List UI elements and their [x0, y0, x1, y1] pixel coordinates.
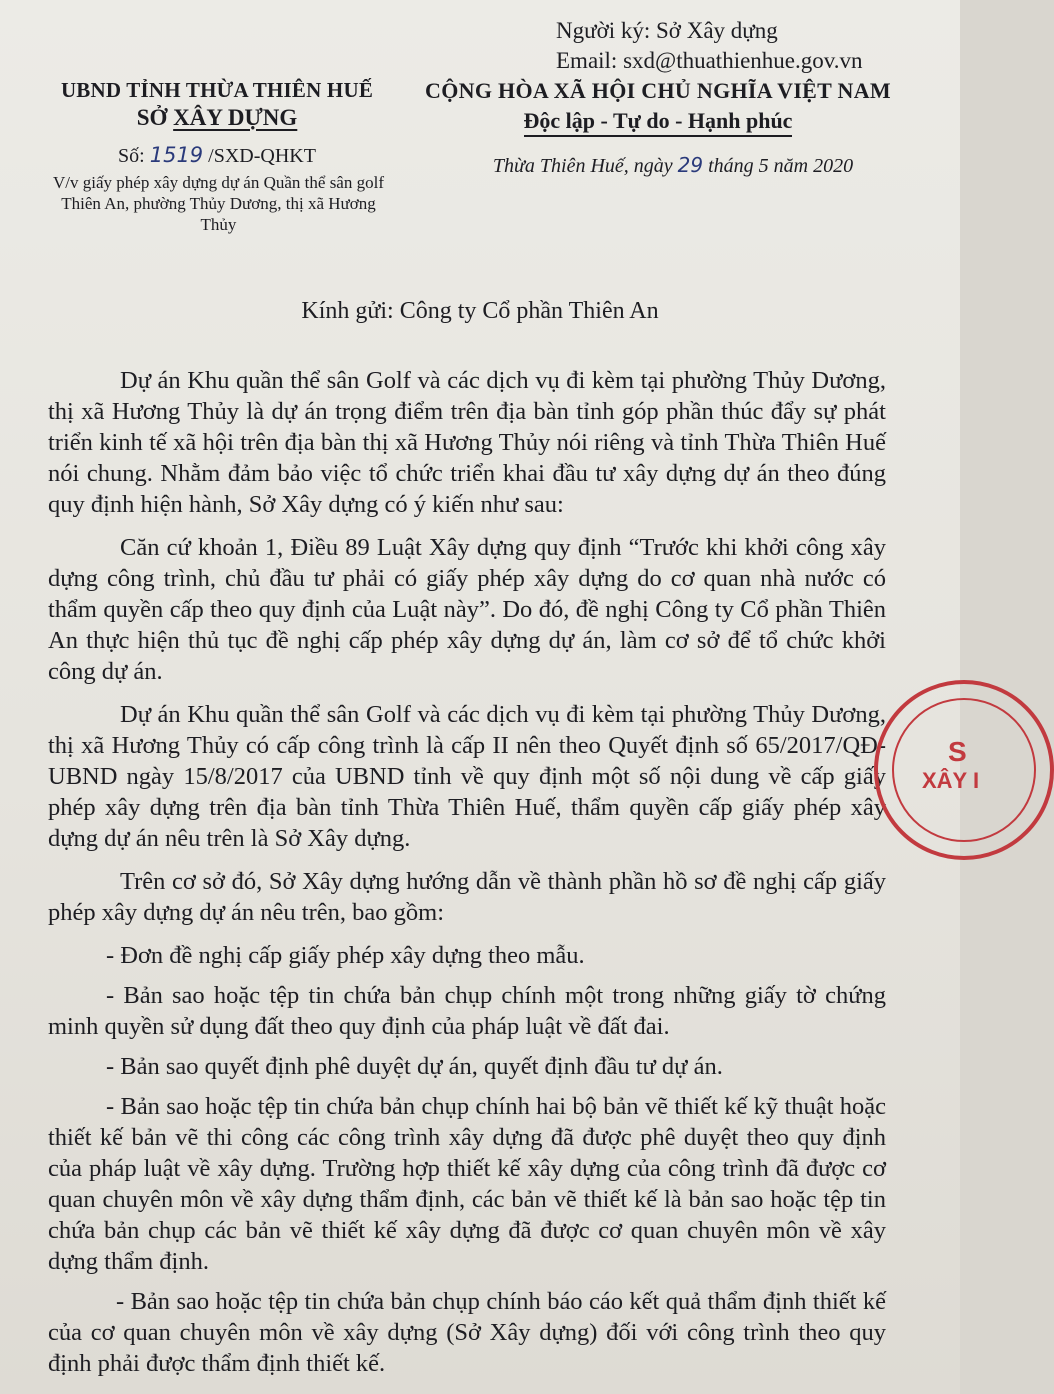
document-number — [32, 143, 402, 168]
paragraph-legal-basis: Căn cứ khoản 1, Điều 89 Luật Xây dựng quy định “Trước khi khởi công xây dựng công trình, chủ đầu tư phải có giấy phép xây dựng do cơ quan nhà nước có thẩm quyền cấp theo quy định của Luật này”. Do đó, đề nghị Công ty Cổ phần Thiên An thực hiện thủ tục đề nghị cấp phép xây dựng dự án, làm cơ sở để tổ chức khởi công dự án. — [48, 534, 886, 685]
department-name — [32, 105, 402, 131]
signer-email: Email: sxd@thuathienhue.gov.vn — [556, 48, 863, 73]
seal-text-top: S — [948, 736, 967, 767]
list-item: - Đơn đề nghị cấp giấy phép xây dựng theo mẫu. — [106, 942, 585, 969]
national-title: CỘNG HÒA XÃ HỘI CHỦ NGHĨA VIỆT NAM — [425, 78, 891, 103]
document-subject: V/v giấy phép xây dựng dự án Quần thể sân golf Thiên An, phường Thủy Dương, thị xã Hương Thủy — [53, 173, 384, 234]
list-item: - Bản sao hoặc tệp tin chứa bản chụp chính một trong những giấy tờ chứng minh quyền sử dụng đất theo quy định của pháp luật về đất đai. — [48, 982, 886, 1040]
issuing-agency-header — [32, 78, 402, 235]
seal-text-bottom: XÂY I — [922, 768, 980, 793]
department-underlined: XÂY DỰNG — [173, 105, 298, 130]
handwritten-day: 29 — [677, 153, 704, 177]
recipient-greeting: Kính gửi: Công ty Cổ phần Thiên An — [301, 298, 659, 324]
national-motto: Độc lập - Tự do - Hạnh phúc — [524, 108, 793, 137]
department-prefix: SỞ — [136, 105, 174, 130]
issue-date — [438, 153, 908, 178]
official-seal-stamp — [874, 680, 1054, 860]
paragraph-guidance: Trên cơ sở đó, Sở Xây dựng hướng dẫn về thành phần hồ sơ đề nghị cấp giấy phép xây dựng dự án nêu trên, bao gồm: — [48, 868, 886, 926]
date-suffix: tháng 5 năm 2020 — [703, 155, 854, 177]
list-item: - Bản sao hoặc tệp tin chứa bản chụp chính báo cáo kết quả thẩm định thiết kế của cơ quan chuyên môn về xây dựng (Sở Xây dựng) đối với công trình theo quy định phải được thẩm định thiết kế. — [48, 1288, 886, 1377]
list-item: - Bản sao quyết định phê duyệt dự án, quyết định đầu tư dự án. — [106, 1053, 723, 1080]
number-prefix: Số: — [118, 145, 150, 167]
signer-name: Người ký: Sở Xây dựng — [556, 18, 778, 43]
paragraph-authority: Dự án Khu quần thể sân Golf và các dịch vụ đi kèm tại phường Thủy Dương, thị xã Hương Thủy có cấp công trình là cấp II nên theo Quyết định số 65/2017/QĐ-UBND ngày 15/8/2017 của UBND tỉnh về quy định một số nội dung về cấp giấy phép xây dựng trên địa bàn tỉnh Thừa Thiên Huế, thẩm quyền cấp giấy phép xây dựng dự án nêu trên là Sở Xây dựng. — [48, 701, 886, 852]
provincial-committee: UBND TỈNH THỪA THIÊN HUẾ — [60, 78, 374, 102]
date-prefix: Thừa Thiên Huế, ngày — [492, 155, 678, 177]
paragraph-intro: Dự án Khu quần thể sân Golf và các dịch vụ đi kèm tại phường Thủy Dương, thị xã Hương Thủy là dự án trọng điểm trên địa bàn tỉnh góp phần thúc đẩy sự phát triển kinh tế xã hội trên địa bàn thị xã Hương Thủy nói riêng và tỉnh Thừa Thiên Huế nói chung. Nhằm đảm bảo việc tổ chức triển khai đầu tư xây dựng dự án theo đúng quy định hiện hành, Sở Xây dựng có ý kiến như sau: — [48, 367, 886, 518]
number-suffix: /SXD-QHKT — [203, 145, 316, 167]
letter-body — [48, 365, 886, 1388]
national-header — [408, 78, 908, 178]
handwritten-number: 1519 — [149, 143, 204, 167]
digital-signature-block — [556, 16, 863, 76]
list-item: - Bản sao hoặc tệp tin chứa bản chụp chính hai bộ bản vẽ thiết kế kỹ thuật hoặc thiết kế bản vẽ thi công các công trình xây dựng đã được phê duyệt theo quy định của pháp luật về xây dựng. Trường hợp thiết kế xây dựng của công trình đã được cơ quan chuyên môn về xây dựng thẩm định, các bản vẽ thiết kế là bản sao hoặc tệp tin chứa bản chụp các bản vẽ thiết kế xây dựng đã được cơ quan chuyên môn về xây dựng thẩm định. — [48, 1093, 886, 1275]
